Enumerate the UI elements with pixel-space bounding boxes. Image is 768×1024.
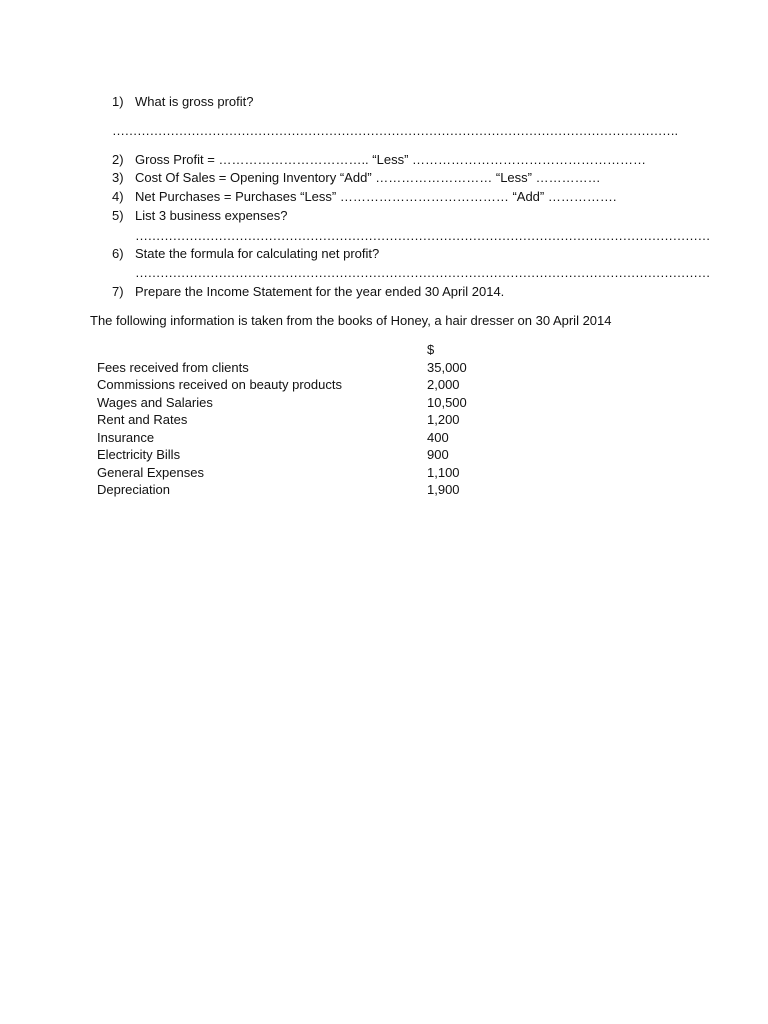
table-row <box>95 429 509 447</box>
table-row <box>95 394 509 412</box>
table-row <box>95 411 509 429</box>
item-value: 1,900 <box>427 482 460 497</box>
item-label: Fees received from clients <box>97 359 249 375</box>
item-label: Rent and Rates <box>97 412 188 427</box>
answer-line-q5: ………………………………………………………………………………………………………………………… <box>135 228 710 243</box>
currency-header: $ <box>427 342 435 357</box>
question-text: Net Purchases = Purchases “Less” ………………………………… “Add” ……………. <box>135 189 617 204</box>
answer-line-q1: ………………………………………………………………………………………………………………………. <box>112 123 678 138</box>
question-text: List 3 business expenses? <box>135 208 288 223</box>
item-label: General Expenses <box>97 464 204 480</box>
table-row <box>95 481 509 499</box>
item-value: 35,000 <box>427 359 467 375</box>
question-3 <box>112 169 601 187</box>
item-value: 2,000 <box>427 377 460 392</box>
question-5 <box>112 207 287 225</box>
question-2 <box>112 151 646 169</box>
question-number: 7) <box>112 284 124 299</box>
question-text: Prepare the Income Statement for the year ended 30 April 2014. <box>135 284 505 299</box>
question-number: 2) <box>112 152 124 167</box>
question-text: Cost Of Sales = Opening Inventory “Add” ……………………… “Less” …………… <box>135 170 601 185</box>
table-row <box>95 446 509 464</box>
item-label: Electricity Bills <box>97 447 181 462</box>
question-number: 5) <box>112 208 124 223</box>
item-label: Depreciation <box>97 482 170 497</box>
question-1 <box>112 93 254 111</box>
question-7 <box>112 283 504 301</box>
question-text: What is gross profit? <box>135 94 254 109</box>
question-number: 6) <box>112 246 124 261</box>
question-text: Gross Profit = …………………………….. “Less” ……………………………………………… <box>135 152 647 167</box>
item-value: 1,200 <box>427 412 460 427</box>
item-value: 1,100 <box>427 464 460 480</box>
question-4 <box>112 188 616 206</box>
item-value: 10,500 <box>427 394 467 410</box>
item-label: Commissions received on beauty products <box>97 377 342 392</box>
accounts-table <box>95 341 509 499</box>
question-6 <box>112 245 379 263</box>
item-label: Insurance <box>97 429 155 445</box>
item-label: Wages and Salaries <box>97 394 213 410</box>
information-intro: The following information is taken from the books of Honey, a hair dresser on 30 April 2014 <box>90 313 612 328</box>
table-header-row <box>95 341 509 359</box>
table-row <box>95 376 509 394</box>
question-number: 4) <box>112 189 124 204</box>
answer-line-q6: ………………………………………………………………………………………………………………………… <box>135 265 710 280</box>
table-row <box>95 359 509 377</box>
table-header-label <box>95 341 425 359</box>
question-number: 3) <box>112 170 124 185</box>
item-value: 900 <box>427 447 449 462</box>
question-text: State the formula for calculating net profit? <box>135 246 380 261</box>
table-row <box>95 464 509 482</box>
item-value: 400 <box>427 429 449 445</box>
question-number: 1) <box>112 94 124 109</box>
